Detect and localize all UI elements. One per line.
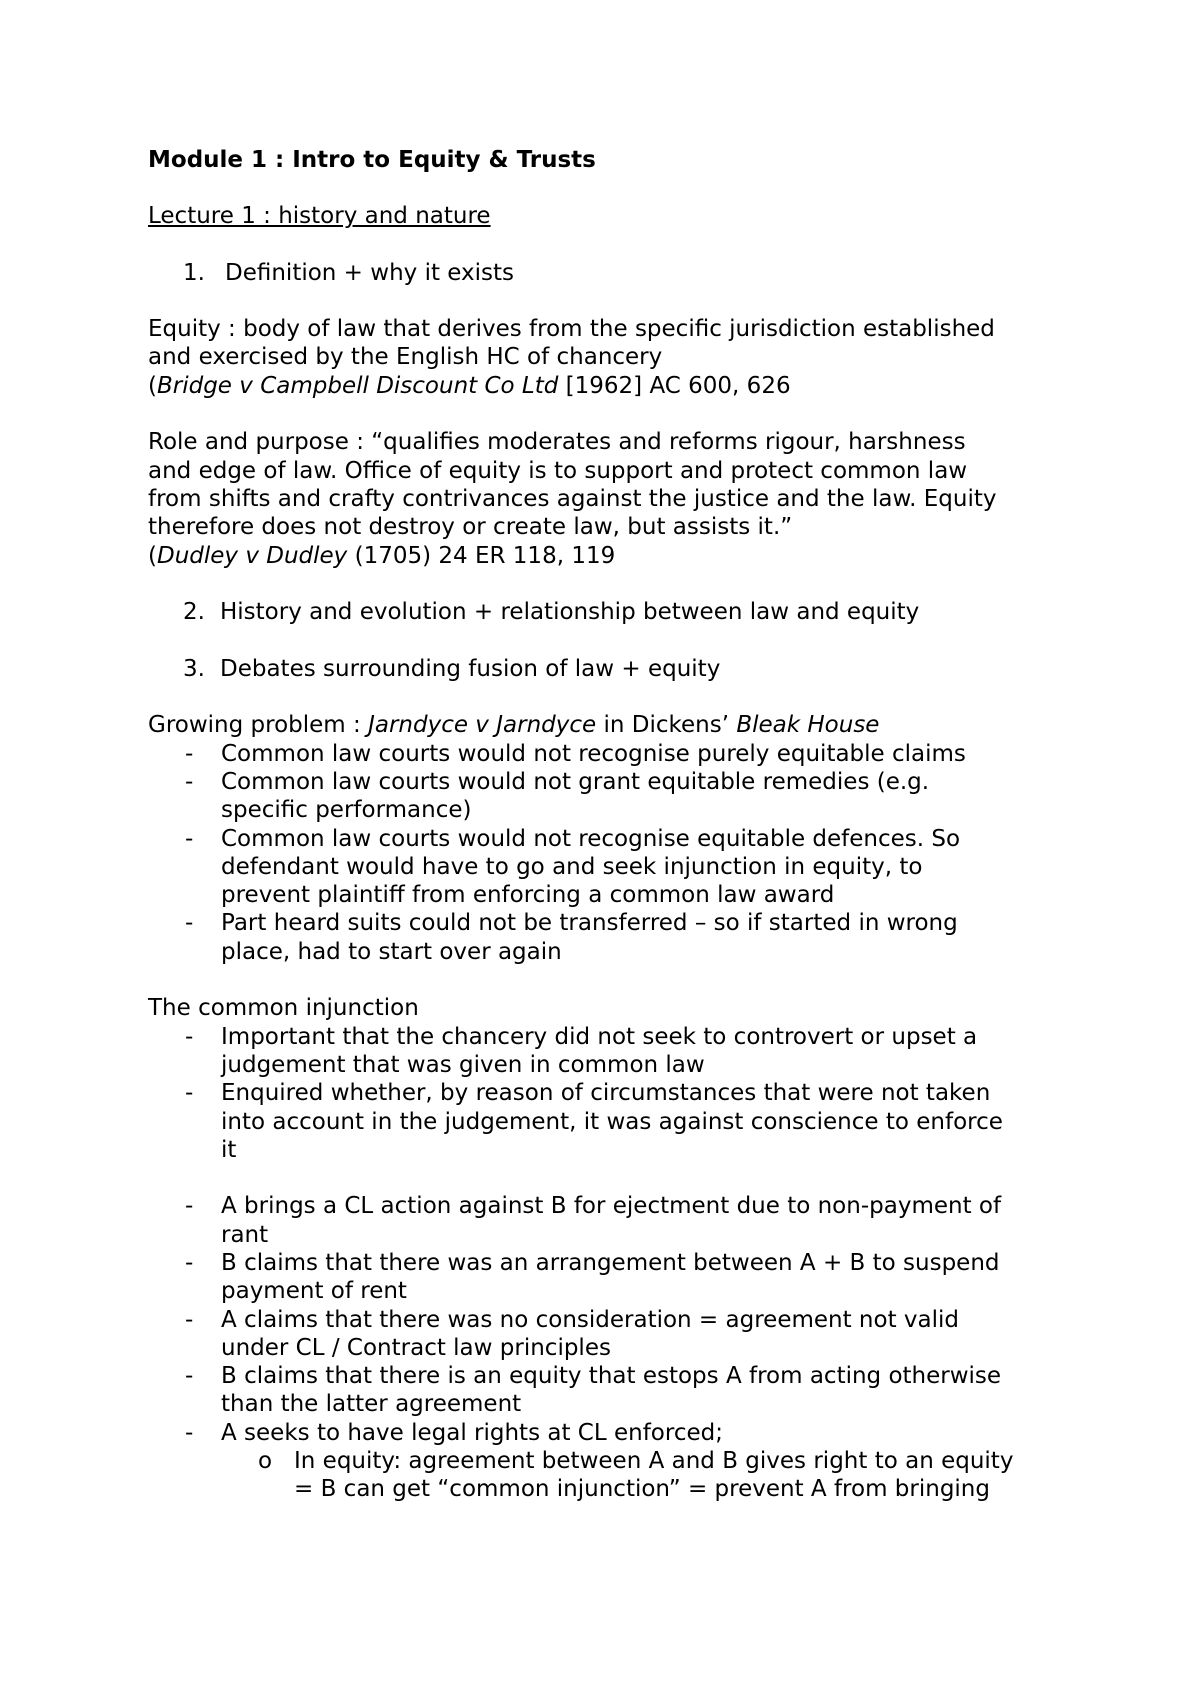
injunction-list: [148, 1023, 1100, 1164]
dash-bullet: -: [185, 1363, 194, 1390]
lecture-heading: Lecture 1 : history and nature: [148, 203, 491, 230]
text-line: B claims that there is an equity that estops A from acting otherwise: [221, 1363, 1002, 1390]
text-line: it: [221, 1136, 237, 1163]
text-line: Equity : body of law that derives from the specific jurisdiction established: [148, 316, 995, 343]
module-title: Module 1 : Intro to Equity & Trusts: [148, 147, 596, 173]
dash-bullet: -: [185, 825, 194, 852]
circle-bullet: o: [258, 1448, 273, 1475]
text-line: In equity: agreement between A and B gives right to an equity: [294, 1448, 1014, 1475]
section-3: [148, 655, 1100, 683]
section-2: [148, 598, 1100, 626]
list-item: [148, 740, 1100, 768]
case-name: Dudley v Dudley: [156, 542, 348, 569]
dash-bullet: -: [185, 1306, 194, 1333]
text-line: Common law courts would not recognise equitable defences. So: [221, 825, 961, 852]
book-title: Bleak House: [736, 712, 880, 739]
text-line: judgement that was given in common law: [221, 1051, 705, 1078]
dash-bullet: -: [185, 1193, 194, 1220]
list-item: [148, 825, 1100, 910]
text-line: into account in the judgement, it was against conscience to enforce: [221, 1108, 1003, 1135]
case-name: Jarndyce v Jarndyce: [368, 712, 597, 739]
section-text: History and evolution + relationship between law and equity: [220, 599, 920, 626]
text-line: under CL / Contract law principles: [221, 1334, 611, 1361]
section-text: Debates surrounding fusion of law + equity: [220, 655, 721, 682]
case-citation: (Dudley v Dudley (1705) 24 ER 118, 119: [148, 542, 616, 569]
list-item: [148, 768, 1100, 825]
growing-problem: Growing problem : Jarndyce v Jarndyce in Dickens’ Bleak House: [148, 712, 880, 739]
dash-bullet: -: [185, 1249, 194, 1276]
dash-bullet: -: [185, 1080, 194, 1107]
text-line: and edge of law. Office of equity is to support and protect common law: [148, 457, 968, 484]
text-line: Part heard suits could not be transferred – so if started in wrong: [221, 910, 958, 937]
case-citation: (Bridge v Campbell Discount Co Ltd [1962] AC 600, 626: [148, 372, 791, 399]
section-number: 1.: [183, 259, 205, 286]
dash-bullet: -: [185, 768, 194, 795]
section-number: 2.: [183, 599, 205, 626]
case-name: Bridge v Campbell Discount Co Ltd: [156, 372, 559, 399]
text-line: A seeks to have legal rights at CL enforced;: [221, 1419, 723, 1446]
text-line: and exercised by the English HC of chancery: [148, 344, 663, 371]
text-line: rant: [221, 1221, 269, 1248]
dash-bullet: -: [185, 1419, 194, 1446]
list-item: [148, 1419, 1100, 1447]
text-line: Enquired whether, by reason of circumstances that were not taken: [221, 1080, 991, 1107]
text-line: Important that the chancery did not seek to controvert or upset a: [221, 1023, 978, 1050]
text-line: Common law courts would not grant equitable remedies (e.g.: [221, 768, 930, 795]
growing-problem-list: [148, 740, 1100, 966]
list-item: [148, 1362, 1100, 1419]
role-and-purpose: [148, 428, 1100, 569]
injunction-heading: The common injunction: [148, 995, 419, 1022]
text-line: = B can get “common injunction” = prevent A from bringing: [294, 1476, 990, 1503]
text-line: therefore does not destroy or create law, but assists it.”: [148, 514, 793, 541]
dash-bullet: -: [185, 740, 194, 767]
dash-bullet: -: [185, 1023, 194, 1050]
text-line: than the latter agreement: [221, 1391, 522, 1418]
list-item: [148, 1023, 1100, 1080]
text-line: prevent plaintiff from enforcing a common law award: [221, 882, 835, 909]
text-line: defendant would have to go and seek injunction in equity, to: [221, 853, 923, 880]
text-line: A claims that there was no consideration = agreement not valid: [221, 1306, 959, 1333]
dash-bullet: -: [185, 910, 194, 937]
list-item: [148, 1192, 1100, 1249]
list-item: [148, 909, 1100, 966]
list-item: [148, 1079, 1100, 1164]
text-line: B claims that there was an arrangement between A + B to suspend: [221, 1249, 1000, 1276]
example-list: [148, 1192, 1100, 1447]
text-line: payment of rent: [221, 1278, 407, 1305]
text-line: A brings a CL action against B for ejectment due to non-payment of: [221, 1193, 1002, 1220]
text-line: place, had to start over again: [221, 938, 562, 965]
text-line: from shifts and crafty contrivances against the justice and the law. Equity: [148, 485, 997, 512]
sub-list-item: [148, 1447, 1100, 1504]
list-item: [148, 1306, 1100, 1363]
text-line: Role and purpose : “qualifies moderates and reforms rigour, harshness: [148, 429, 966, 456]
text-line: specific performance): [221, 797, 472, 824]
section-text: Definition + why it exists: [225, 259, 515, 286]
section-1: [148, 259, 1100, 287]
list-item: [148, 1249, 1100, 1306]
equity-definition: [148, 315, 1100, 400]
section-number: 3.: [183, 655, 205, 682]
text-line: Common law courts would not recognise purely equitable claims: [221, 740, 966, 767]
